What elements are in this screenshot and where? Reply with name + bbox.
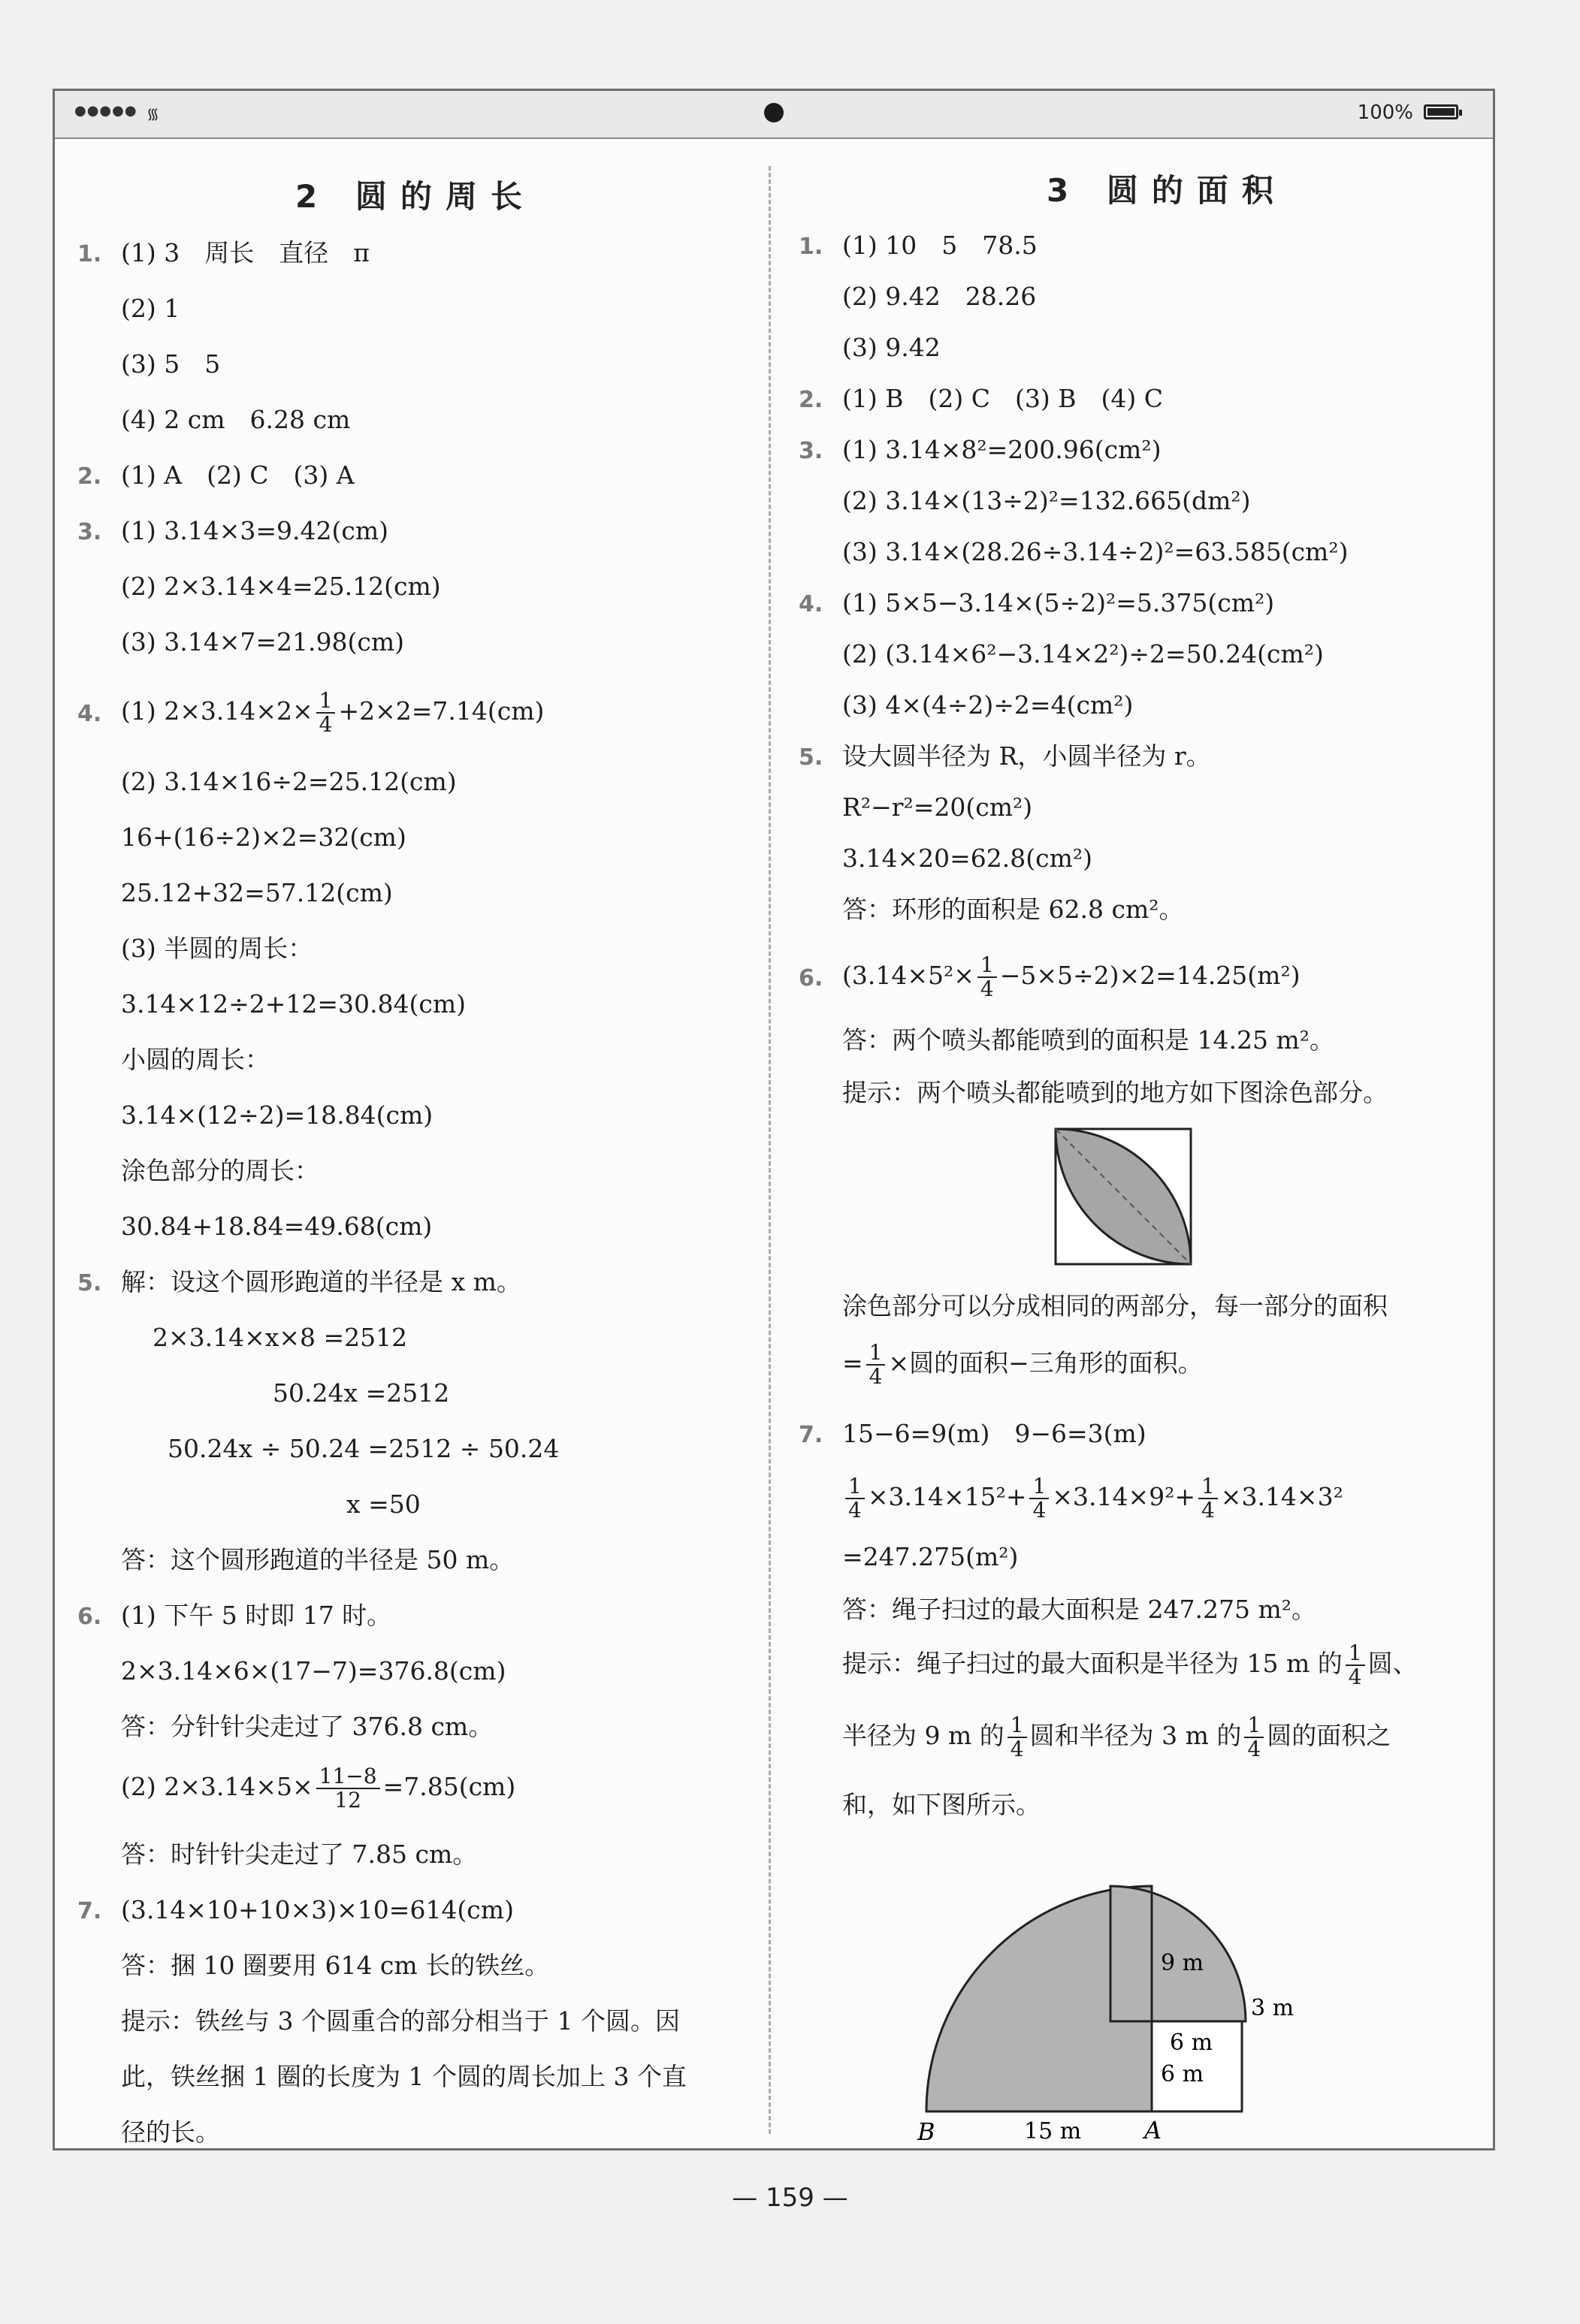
answer-line: 答：这个圆形跑道的半径是 50 m。	[121, 1545, 515, 1574]
answer-line	[121, 689, 544, 736]
answer-line: 提示：绳子扫过的最大面积是半径为 15 m 的 $\frac{1}{4}$ 圆、	[842, 1640, 1418, 1689]
answer-line: 16+(16÷2)×2=32(cm)	[121, 822, 406, 852]
answer-line: 答：绳子扫过的最大面积是 247.275 m²。	[842, 1595, 1316, 1624]
answer-line: x =50	[346, 1489, 421, 1519]
battery-icon	[1424, 104, 1458, 119]
fraction: $\frac{1}{4}$	[1029, 1475, 1049, 1522]
signal-icon: ●●●●●	[74, 103, 137, 119]
answer-line: 涂色部分可以分成相同的两部分，每一部分的面积	[842, 1291, 1388, 1320]
section-title-left: 2 圆的周长	[295, 178, 536, 215]
answer-line: (3.14×10+10×3)×10=614(cm)	[121, 1895, 514, 1924]
answer-line: (3) 3.14×7=21.98(cm)	[121, 627, 405, 656]
answer-line: 25.12+32=57.12(cm)	[121, 878, 393, 907]
rope-sweep-figure	[911, 1864, 1295, 2146]
answer-line: (1) B (2) C (3) B (4) C	[842, 384, 1163, 413]
q-num: 4.	[799, 591, 823, 617]
fraction: $\frac{1}{4}$	[866, 1342, 886, 1388]
fraction: $\frac{1}{4}$	[845, 1475, 865, 1522]
expr-part: +2×2=7.14(cm)	[338, 696, 545, 726]
answer-line: (4) 2 cm 6.28 cm	[121, 405, 351, 434]
answer-line: (1) 3 周长 直径 π	[121, 238, 370, 267]
q-num: 7.	[799, 1422, 823, 1448]
answer-line: 设大圆半径为 R，小圆半径为 r。	[842, 741, 1211, 771]
answer-line: 50.24x =2512	[273, 1378, 450, 1408]
answer-line: (1) 3.14×8²=200.96(cm²)	[842, 435, 1162, 464]
answer-line: (2) 9.42 28.26	[842, 282, 1037, 311]
fraction: $\frac{1}{4}$	[1346, 1642, 1365, 1689]
tablet-status-bar	[55, 91, 1493, 139]
answer-line: 答：分针针尖走过了 376.8 cm。	[121, 1712, 494, 1741]
answer-line: 2×3.14×6×(17−7)=376.8(cm)	[121, 1656, 506, 1686]
answer-line: 3.14×(12÷2)=18.84(cm)	[121, 1100, 434, 1130]
label-6m-b: 6 m	[1161, 2061, 1204, 2087]
answer-line: (2) 3.14×16÷2=25.12(cm)	[121, 767, 457, 796]
q-num: 1.	[799, 234, 823, 260]
answer-line: (2) (3.14×6²−3.14×2²)÷2=50.24(cm²)	[842, 639, 1324, 669]
label-9m: 9 m	[1161, 1950, 1204, 1976]
answer-line: 3.14×20=62.8(cm²)	[842, 844, 1092, 873]
q-num: 1.	[77, 241, 102, 267]
label-B: B	[917, 2117, 935, 2146]
fraction: $\frac{1}{4}$	[977, 954, 997, 1001]
column-divider	[769, 166, 771, 2134]
answer-line: 小圆的周长：	[121, 1045, 270, 1074]
camera-icon	[764, 103, 784, 122]
answer-line: $\frac{1}{4}$ ×3.14×15²+ $\frac{1}{4}$ ×3.14×9²+ $\frac{1}{4}$ ×3.14×3²	[842, 1474, 1343, 1522]
page-number: — 159 —	[732, 2183, 848, 2213]
answer-line: 涂色部分的周长：	[121, 1156, 319, 1185]
answer-line: (1) 下午 5 时即 17 时。	[121, 1601, 392, 1630]
label-A: A	[1144, 2116, 1162, 2144]
q-num: 5.	[799, 744, 823, 771]
answer-line: 2×3.14×x×8 =2512	[153, 1323, 408, 1352]
q-num: 3.	[799, 438, 823, 464]
answer-line: 解：设这个圆形跑道的半径是 x m。	[121, 1267, 521, 1296]
answer-line: (1) A (2) C (3) A	[121, 460, 355, 490]
q-num: 2.	[799, 387, 823, 413]
q-num: 3.	[77, 519, 102, 545]
answer-line: 15−6=9(m) 9−6=3(m)	[842, 1419, 1146, 1448]
answer-line: 此，铁丝捆 1 圈的长度为 1 个圆的周长加上 3 个直	[121, 2062, 687, 2091]
fraction: $\frac{11-8}{12}$	[316, 1765, 380, 1812]
label-15m: 15 m	[1024, 2118, 1082, 2144]
fraction: $\frac{1}{4}$	[1244, 1714, 1264, 1761]
wifi-icon: ᯾	[147, 104, 160, 122]
answer-line: 30.84+18.84=49.68(cm)	[121, 1212, 433, 1241]
answer-line: (3) 3.14×(28.26÷3.14÷2)²=63.585(cm²)	[842, 537, 1349, 566]
answer-line: = $\frac{1}{4}$ ×圆的面积−三角形的面积。	[842, 1340, 1203, 1389]
answer-line: 和，如下图所示。	[842, 1790, 1041, 1819]
answer-line: 答：捆 10 圈要用 614 cm 长的铁丝。	[121, 1951, 550, 1980]
answer-line: R²−r²=20(cm²)	[842, 792, 1033, 822]
q-num: 6.	[77, 1604, 102, 1630]
section-title-right: 3 圆的面积	[1047, 172, 1287, 209]
fraction: $\frac{1}{4}$	[316, 690, 336, 736]
q-num: 4.	[77, 701, 102, 727]
answer-line: 提示：铁丝与 3 个圆重合的部分相当于 1 个圆。因	[121, 2006, 680, 2036]
expr-part: (1) 2×3.14×2×	[121, 696, 313, 726]
answer-line: (3) 9.42	[842, 333, 941, 362]
answer-line: 答：时针针尖走过了 7.85 cm。	[121, 1840, 478, 1869]
fraction: $\frac{1}{4}$	[1008, 1714, 1027, 1761]
answer-line: (3.14×5²× $\frac{1}{4}$ −5×5÷2)×2=14.25(m²)	[842, 952, 1301, 1001]
answer-line: 3.14×12÷2+12=30.84(cm)	[121, 989, 467, 1019]
leaf-figure	[1053, 1126, 1195, 1269]
answer-line: (2) 1	[121, 294, 180, 323]
q-num: 5.	[77, 1270, 102, 1296]
answer-line: (3) 4×(4÷2)÷2=4(cm²)	[842, 690, 1134, 720]
q-num: 6.	[799, 965, 823, 991]
answer-line: 半径为 9 m 的 $\frac{1}{4}$ 圆和半径为 3 m 的 $\frac{1}{4}$ 圆的面积之	[842, 1713, 1391, 1761]
battery-percent: 100%	[1357, 101, 1413, 124]
answer-line: (3) 半圆的周长：	[121, 934, 313, 963]
q-num: 7.	[77, 1898, 102, 1924]
answer-line: (1) 5×5−3.14×(5÷2)²=5.375(cm²)	[842, 588, 1275, 617]
label-3m: 3 m	[1251, 1995, 1295, 2021]
answer-line: (2) 2×3.14×5× $\frac{11-8}{12}$ =7.85(cm)	[121, 1764, 516, 1812]
answer-line: =247.275(m²)	[842, 1542, 1019, 1571]
label-6m-a: 6 m	[1170, 2030, 1213, 2056]
answer-line: (2) 2×3.14×4=25.12(cm)	[121, 572, 441, 601]
q-num: 2.	[77, 463, 102, 490]
answer-line: 答：环形的面积是 62.8 cm²。	[842, 895, 1184, 924]
page-frame	[53, 89, 1495, 2150]
answer-line: (1) 3.14×3=9.42(cm)	[121, 516, 389, 545]
answer-line: 答：两个喷头都能喷到的面积是 14.25 m²。	[842, 1025, 1334, 1055]
answer-line: (1) 10 5 78.5	[842, 231, 1038, 260]
answer-line: (2) 3.14×(13÷2)²=132.665(dm²)	[842, 486, 1251, 515]
fraction: $\frac{1}{4}$	[1198, 1475, 1218, 1522]
answer-line: 50.24x ÷ 50.24 =2512 ÷ 50.24	[168, 1434, 560, 1463]
answer-line: 提示：两个喷头都能喷到的地方如下图涂色部分。	[842, 1078, 1388, 1107]
answer-line: 径的长。	[121, 2117, 220, 2147]
answer-line: (3) 5 5	[121, 349, 221, 379]
